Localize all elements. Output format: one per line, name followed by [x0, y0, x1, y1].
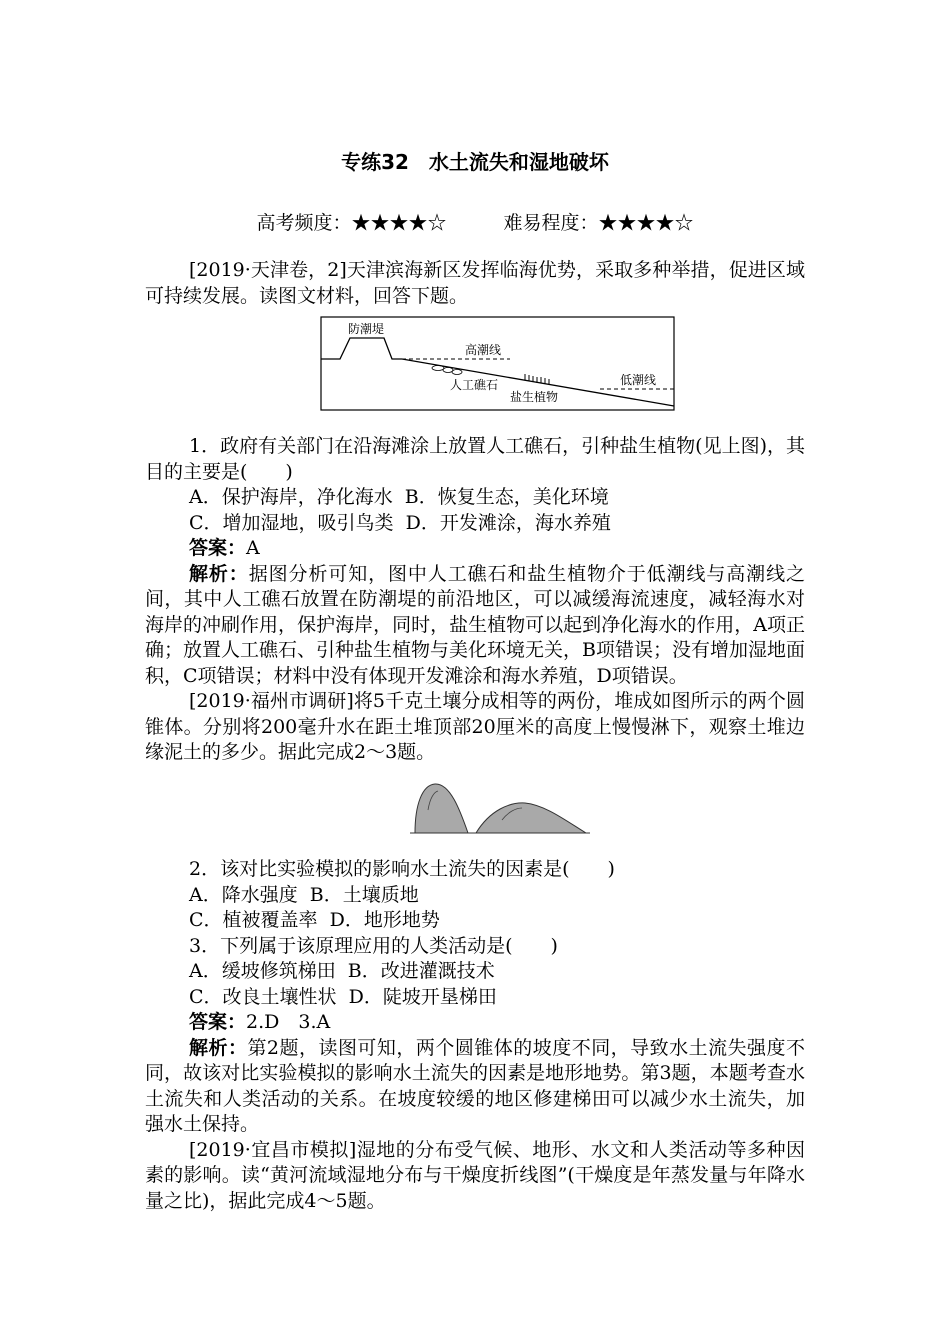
- questions-2-3: [145, 857, 805, 1214]
- q3-answer-label: 答案：: [189, 1011, 247, 1033]
- frequency-label: 高考频度：: [256, 212, 352, 234]
- label-low-tide: 低潮线: [620, 373, 657, 387]
- q1-options-line1: A．保护海岸，净化海水 B．恢复生态，美化环境: [189, 486, 609, 508]
- q1-answer: [145, 536, 805, 562]
- soil-cones-figure: [410, 780, 590, 840]
- q3-answer: [145, 1010, 805, 1036]
- intro-text-2: [2019·福州市调研]将5千克土壤分成相等的两份，堆成如图所示的两个圆锥体。分别将200毫升水在距土堆顶部20厘米的高度上慢慢淋下，观察土堆边缘泥土的多少。据此完成2～3题。: [145, 690, 805, 763]
- q1-analysis-label: 解析：: [189, 562, 249, 585]
- q3-analysis: [145, 1036, 805, 1138]
- q2-stem: 2．该对比实验模拟的影响水土流失的因素是( ): [189, 858, 615, 880]
- difficulty-label: 难易程度：: [503, 212, 599, 234]
- label-dike: 防潮堤: [348, 322, 385, 336]
- q1-analysis-text: 据图分析可知，图中人工礁石和盐生植物介于低潮线与高潮线之间，其中人工礁石放置在防潮堤的前沿地区，可以减缓海流速度，减轻海水对海岸的冲刷作用，保护海岸，同时，盐生植物可以起到净化海水的作用，A项正确；放置人工礁石、引种盐生植物与美化环境无关，B项错误；没有增加湿地面积，C项错误；材料中没有体现开发滩涂和海水养殖，D项错误。: [145, 562, 805, 687]
- coastal-profile-figure: [320, 316, 676, 416]
- intro-paragraph-1: [145, 258, 805, 309]
- q3-options-line1: A．缓坡修筑梯田 B．改进灌溉技术: [189, 960, 495, 982]
- q3-answer-value: 2.D 3.A: [246, 1011, 331, 1033]
- q1-stem: 1．政府有关部门在沿海滩涂上放置人工礁石，引种盐生植物(见上图)，其目的主要是( ): [145, 435, 805, 483]
- label-reef: 人工礁石: [450, 378, 499, 392]
- q2-options-line2: C．植被覆盖率 D．地形地势: [189, 909, 440, 931]
- intro-text-1: [2019·天津卷，2]天津滨海新区发挥临海优势，采取多种举措，促进区域可持续发展。读图文材料，回答下题。: [145, 259, 805, 307]
- page-title: 专练32 水土流失和湿地破坏: [341, 150, 609, 174]
- q1-analysis: [145, 562, 805, 690]
- q1-answer-value: A: [246, 537, 260, 559]
- q3-options-line2: C．改良土壤性状 D．陡坡开垦梯田: [189, 985, 497, 1008]
- frequency-stars: ★★★★☆: [351, 212, 447, 234]
- q1-answer-label: 答案：: [189, 537, 247, 559]
- q3-stem: 3．下列属于该原理应用的人类活动是( ): [189, 934, 558, 957]
- q3-analysis-label: 解析：: [189, 1036, 248, 1059]
- q2-options-line1: A．降水强度 B．土壤质地: [189, 883, 419, 906]
- q1-options-line2: C．增加湿地，吸引鸟类 D．开发滩涂，海水养殖: [189, 511, 611, 534]
- q3-analysis-text: 第2题，读图可知，两个圆锥体的坡度不同，导致水土流失强度不同，故该对比实验模拟的影响水土流失的因素是地形地势。第3题，本题考查水土流失和人类活动的关系。在坡度较缓的地区修建梯田可以减少水土流失，加强水土保持。: [145, 1036, 805, 1135]
- intro-text-3: [2019·宜昌市模拟]湿地的分布受气候、地形、水文和人类活动等多种因素的影响。读“黄河流域湿地分布与干燥度折线图”(干燥度是年蒸发量与年降水量之比)，据此完成4～5题。: [145, 1138, 805, 1212]
- label-high-tide: 高潮线: [465, 343, 502, 357]
- coastal-profile-diagram: [320, 316, 676, 412]
- label-salt-plants: 盐生植物: [510, 390, 559, 404]
- question-1: [145, 434, 805, 766]
- difficulty-stars: ★★★★☆: [598, 212, 694, 234]
- difficulty-meta: [145, 208, 805, 235]
- soil-cones-diagram: [410, 780, 590, 836]
